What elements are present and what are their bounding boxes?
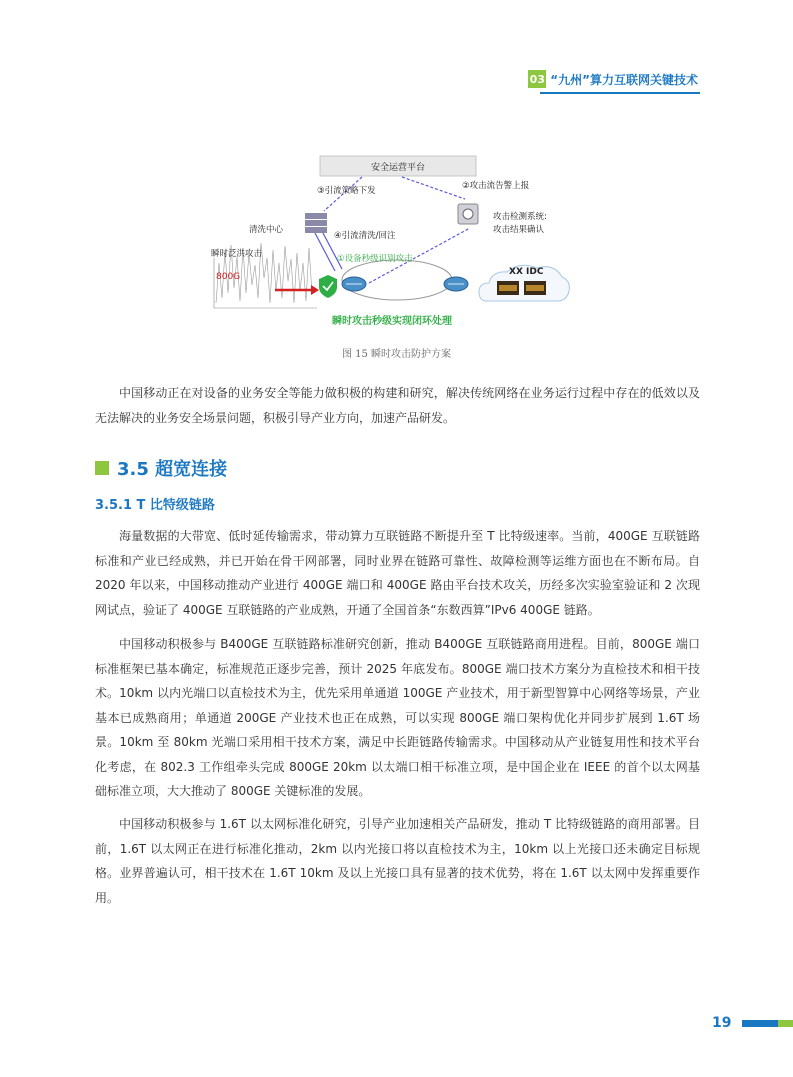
step3-label: ③引流策略下发 <box>317 186 376 196</box>
detect-label-line1: 攻击检测系统: <box>493 212 547 222</box>
page-number: 19 <box>712 1015 732 1031</box>
attack-protection-figure <box>197 153 582 331</box>
chapter-header <box>528 70 698 88</box>
section-marker <box>95 461 109 475</box>
header-divider <box>540 92 700 94</box>
idc-label: XX IDC <box>509 267 544 277</box>
footer-bar-green <box>778 1020 793 1027</box>
subsection-title: 3.5.1 T 比特级链路 <box>95 498 215 513</box>
step4-label: ④引流清洗/回注 <box>334 231 396 241</box>
bottom-caption: 瞬时攻击秒级实现闭环处理 <box>332 316 452 327</box>
arrow-divert <box>315 233 335 271</box>
paragraph-3: 中国移动积极参与 B400GE 互联链路标准研究创新，推动 B400GE 互联链路商用进程。目前，800GE 端口标准框架已基本确定，标准规范正逐步完善，预计 2025 年底发布。800GE 端口技术方案分为直检技术和相干技术。10km 以内光端口以直检技术为主，优先采用单通道 100GE 产业技术，用于新型智算中心网络等场景，产业基本已成熟商用；单通道 200GE 产业技术也正在成熟，可以实现 800GE 端口架构优化并同步扩展到 1.6T 场景。10km 至 80km 光端口采用相干技术方案，满足中长距链路传输需求。中国移动从产业链复用性和技术平台化考虑，在 802.3 工作组牵头完成 800GE 20km 以太端口相干标准立项，是中国企业在 IEEE 的首个以太网基础标准立项，大大推动了 800GE 关键标准的发展。 <box>95 637 700 798</box>
attack-arrow-head <box>311 285 319 295</box>
step2-label: ②攻击流告警上报 <box>462 181 530 191</box>
router-left-icon <box>342 277 366 291</box>
rate-label: 800G <box>216 272 241 282</box>
detect-label-line2: 攻击结果确认 <box>493 225 545 235</box>
arrow-alert <box>402 177 465 199</box>
chapter-title: “九州”算力互联网关键技术 <box>550 72 698 87</box>
cleaning-center-icon <box>305 213 327 233</box>
section-title: 3.5 超宽连接 <box>117 459 228 480</box>
section-heading <box>95 455 227 481</box>
step1-label: ①设备秒级识别攻击 <box>337 254 413 264</box>
footer-bar-blue <box>742 1020 778 1027</box>
paragraph-1: 中国移动正在对设备的业务安全等能力做积极的构建和研究，解决传统网络在业务运行过程中存在的低效以及无法解决的业务安全场景问题，积极引导产业方向，加速产品研发。 <box>95 386 700 425</box>
flood-label: 瞬时泛洪攻击 <box>211 249 263 259</box>
shield-icon <box>319 275 337 298</box>
paragraph-4: 中国移动积极参与 1.6T 以太网标准化研究，引导产业加速相关产品研发，推动 T 比特级链路的商用部署。目前，1.6T 以太网正在进行标准化推动，2km 以内光接口将以直检技术为主，10km 以上光接口还未确定目标规格。业界普遍认可，相干技术在 1.6T 10km 及以上光接口具有显著的技术优势，将在 1.6T 以太网中发挥重要作用。 <box>95 817 700 905</box>
chapter-number-badge: 03 <box>528 70 546 88</box>
router-right-icon <box>444 277 468 291</box>
paragraph-2: 海量数据的大带宽、低时延传输需求，带动算力互联链路不断提升至 T 比特级速率。当前，400GE 互联链路标准和产业已经成熟，并已开始在骨干网部署，同时业界在链路可靠性、故障检测等运维方面也在不断布局。自 2020 年以来，中国移动推动产业进行 400GE 端口和 400GE 路由平台技术攻关，历经多次实验室验证和 2 次现网试点，验证了 400GE 互联链路的产业成熟，开通了全国首条“东数西算”IPv6 400GE 链路。 <box>95 529 700 617</box>
figure-caption: 图 15 瞬时攻击防护方案 <box>341 349 452 360</box>
platform-label: 安全运营平台 <box>370 163 426 173</box>
clean-center-label: 清洗中心 <box>249 225 284 235</box>
detection-system-icon <box>458 204 478 224</box>
